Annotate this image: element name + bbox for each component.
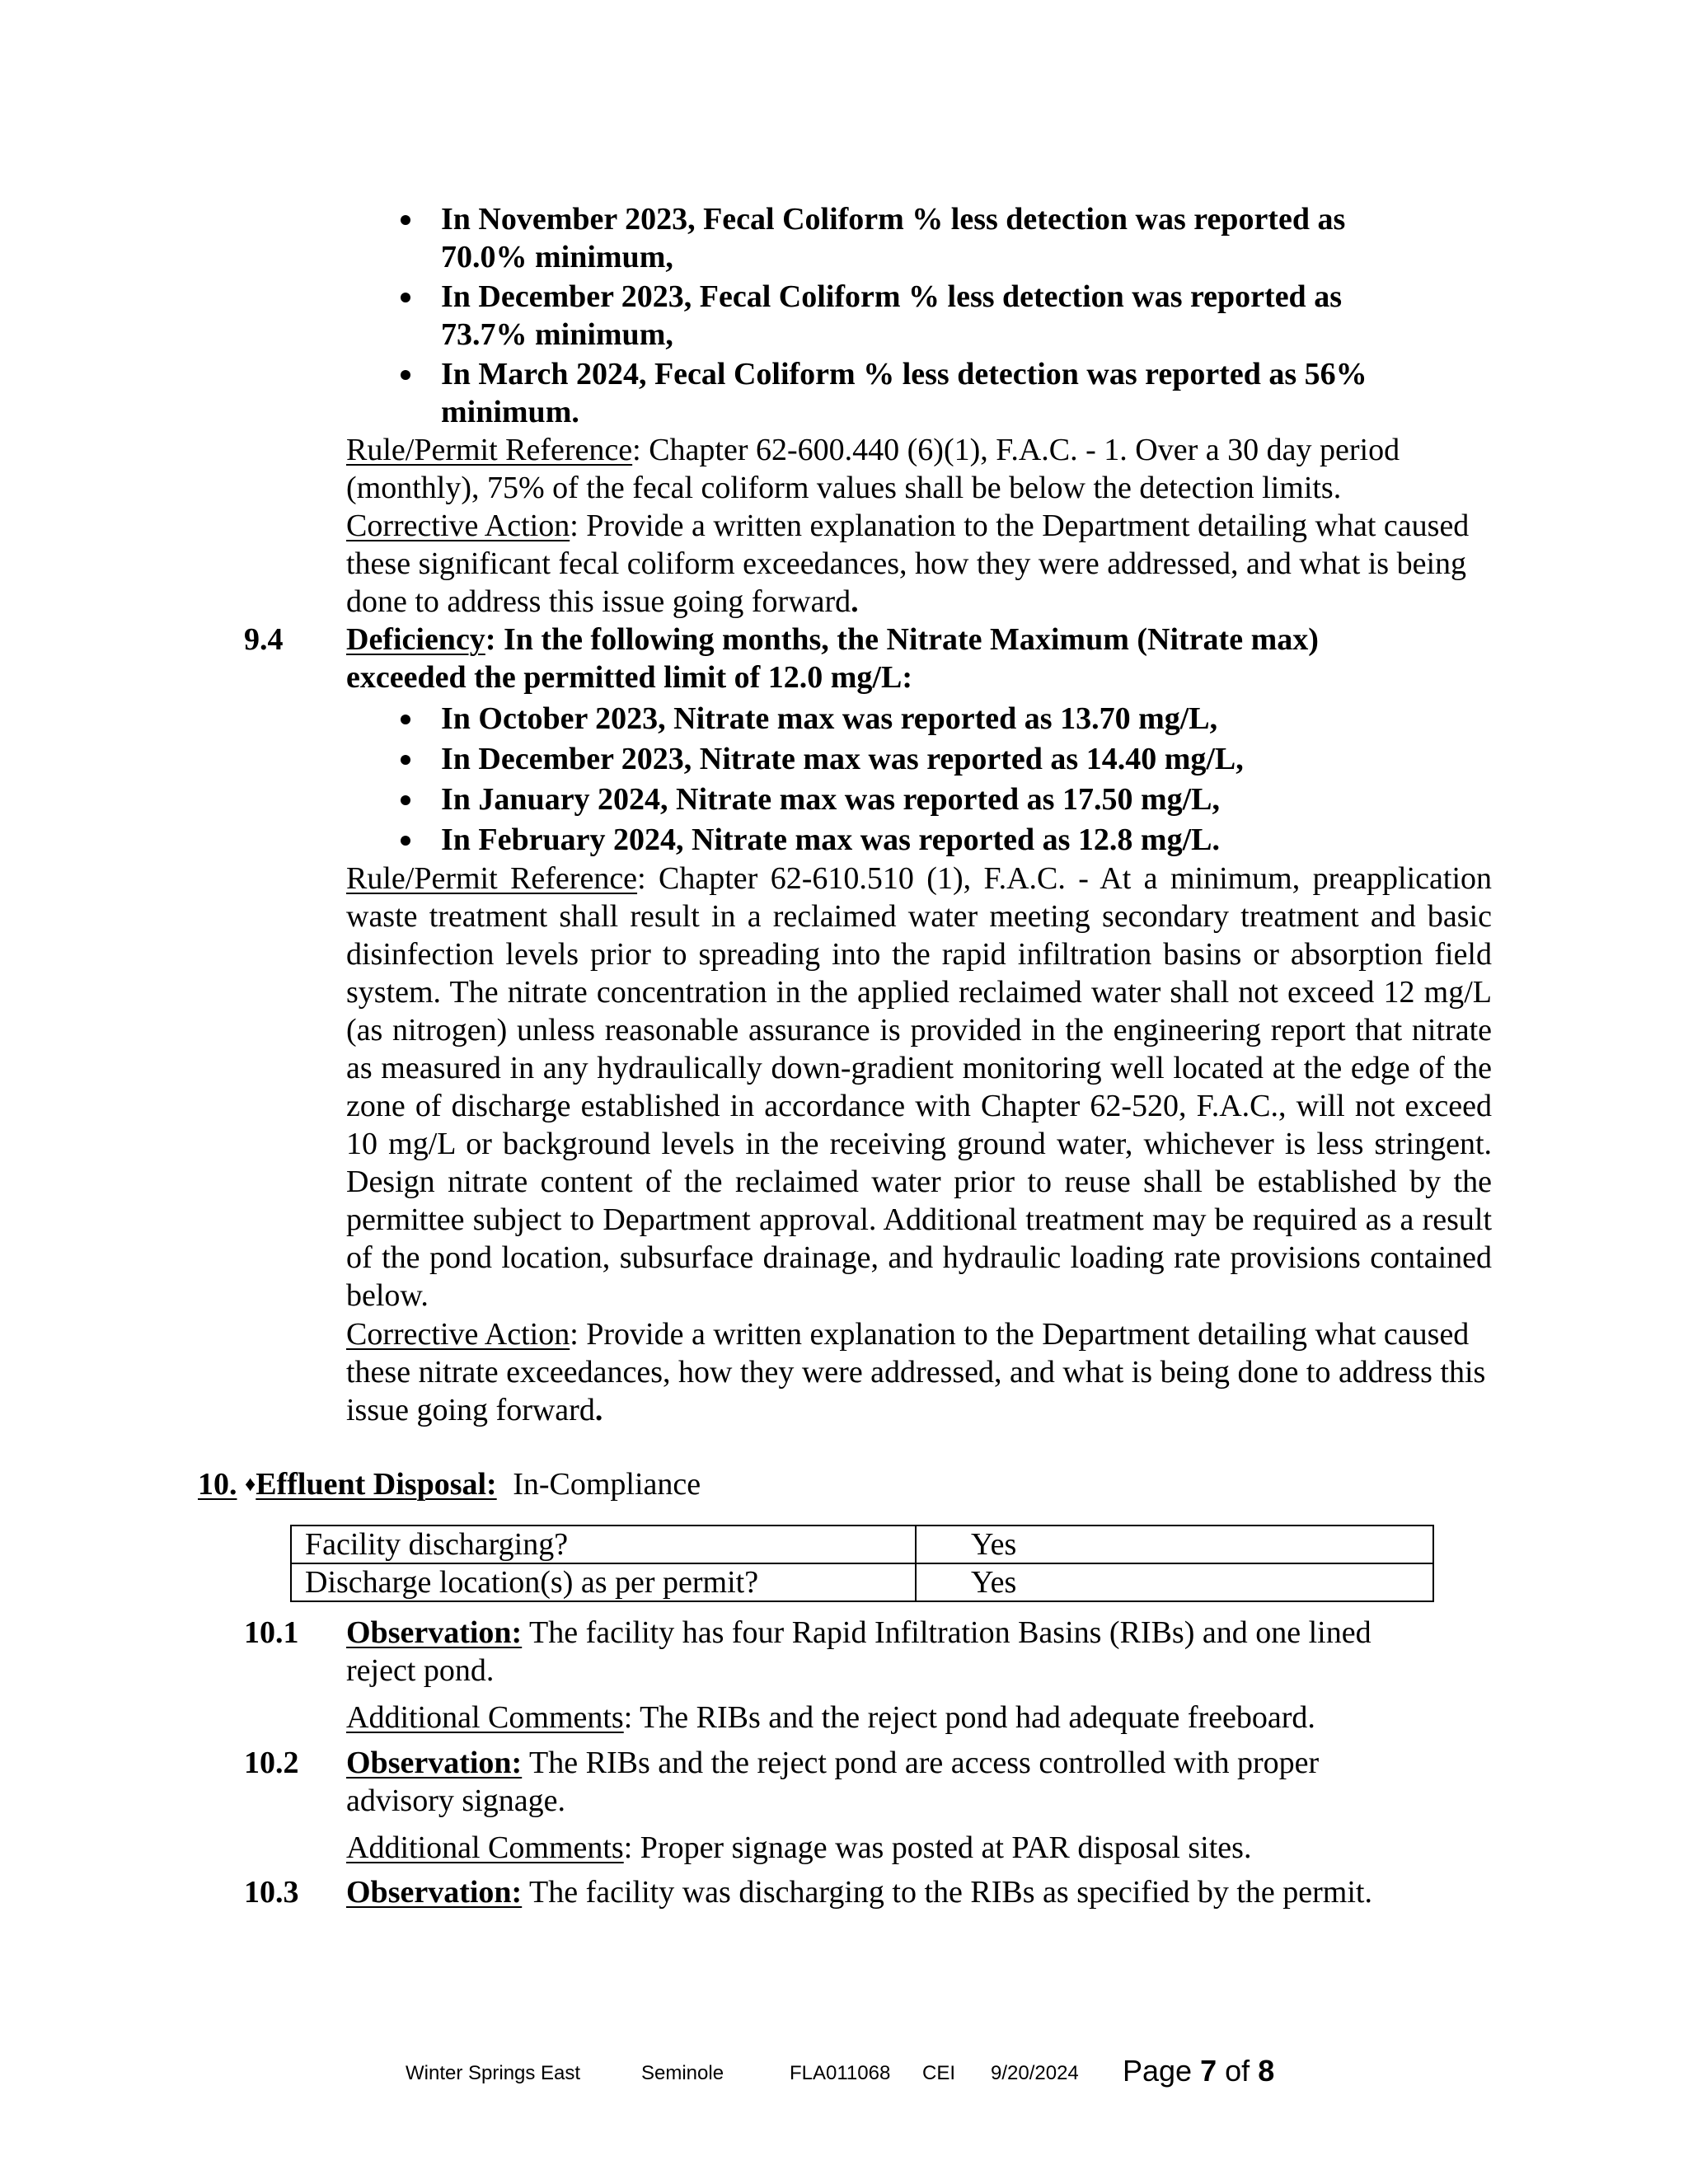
of-word: of	[1225, 2054, 1250, 2088]
table-row	[291, 1563, 1433, 1601]
fecal-bullet-2	[441, 278, 1342, 354]
bullet-line: In November 2023, Fecal Coliform % less detection was reported as	[441, 202, 1346, 237]
additional-comments-10-1	[346, 1699, 1484, 1736]
deficiency-text-line2: exceeded the permitted limit of 12.0 mg/L:	[346, 660, 912, 695]
disposal-table	[290, 1525, 1434, 1602]
observation-text: The facility was discharging to the RIBs as specified by the permit.	[522, 1875, 1372, 1910]
footer-county: Seminole	[641, 2062, 724, 2084]
additional-comments-label: Additional Comments	[346, 1700, 624, 1735]
table-cell-question: Facility discharging?	[291, 1526, 916, 1563]
section-number-10-1: 10.1	[244, 1615, 299, 1650]
additional-comments-10-2	[346, 1829, 1484, 1867]
observation-label: Observation:	[346, 1615, 523, 1650]
section-number-10-2: 10.2	[244, 1746, 299, 1780]
rule-reference-label: Rule/Permit Reference	[346, 433, 633, 467]
page-footer	[0, 2050, 1688, 2092]
page-total: 8	[1258, 2054, 1275, 2088]
corrective-action-period: .	[851, 584, 859, 619]
corrective-action-label: Corrective Action	[346, 509, 570, 543]
footer-facility: Winter Springs East	[406, 2062, 581, 2084]
bullet-dot	[401, 370, 410, 380]
table-cell-question: Discharge location(s) as per permit?	[291, 1563, 916, 1601]
deficiency-9-4	[346, 621, 1484, 696]
nitrate-bullet-3: In January 2024, Nitrate max was reported as 17.50 mg/L,	[441, 782, 1221, 817]
footer-inspection-type: CEI	[922, 2062, 956, 2084]
section-10-heading	[198, 1465, 701, 1507]
bullet-line: minimum.	[441, 395, 579, 429]
observation-10-3	[346, 1873, 1484, 1911]
observation-line	[346, 1744, 1484, 1782]
observation-10-2	[346, 1744, 1484, 1820]
bullet-dot	[401, 293, 410, 302]
observation-label: Observation:	[346, 1746, 523, 1780]
fecal-bullet-1	[441, 200, 1345, 276]
table-cell-answer: Yes	[916, 1563, 1433, 1601]
observation-label: Observation:	[346, 1875, 523, 1910]
bullet-dot	[401, 795, 410, 805]
corrective-action-period: .	[594, 1393, 603, 1427]
bullet-dot	[401, 215, 410, 225]
rule-reference-text: : Chapter 62-600.440 (6)(1), F.A.C. - 1. Over a 30 day period (monthly), 75% of the fecal coliform values shall be below the detection limits.	[346, 433, 1400, 505]
fecal-rule-reference	[346, 431, 1484, 507]
page-current: 7	[1200, 2054, 1217, 2088]
deficiency-line	[346, 621, 1484, 658]
table-row	[291, 1526, 1433, 1563]
corrective-action-text: : Provide a written explanation to the Department detailing what caused these significant fecal coliform exceedances, how they were addressed, and what is being done to address this issue going forward	[346, 509, 1470, 619]
observation-line	[346, 1614, 1484, 1652]
observation-text-line2: reject pond.	[346, 1653, 495, 1688]
nitrate-bullet-2: In December 2023, Nitrate max was reported as 14.40 mg/L,	[441, 742, 1244, 776]
corrective-action-label: Corrective Action	[346, 1317, 570, 1352]
nitrate-bullet-1: In October 2023, Nitrate max was reported as 13.70 mg/L,	[441, 701, 1218, 736]
footer-permit: FLA011068	[790, 2062, 891, 2084]
observation-10-1	[346, 1614, 1484, 1690]
section-title: Effluent Disposal:	[256, 1467, 497, 1502]
nitrate-bullet-4: In February 2024, Nitrate max was reported as 12.8 mg/L.	[441, 823, 1220, 857]
bullet-line: 70.0% minimum,	[441, 240, 673, 274]
deficiency-text: : In the following months, the Nitrate Maximum (Nitrate max)	[485, 622, 1319, 657]
compliance-status: In-Compliance	[513, 1467, 701, 1502]
additional-comments-text: : The RIBs and the reject pond had adequate freeboard.	[623, 1700, 1315, 1735]
additional-comments-text: : Proper signage was posted at PAR disposal sites.	[623, 1830, 1252, 1865]
observation-text-line2: advisory signage.	[346, 1783, 565, 1818]
additional-comments-label: Additional Comments	[346, 1830, 624, 1865]
bullet-dot	[401, 715, 410, 724]
bullet-line: 73.7% minimum,	[441, 317, 673, 352]
section-number-10-3: 10.3	[244, 1875, 299, 1910]
nitrate-corrective-action	[346, 1315, 1492, 1429]
bullet-dot	[401, 755, 410, 765]
observation-text: The facility has four Rapid Infiltration Basins (RIBs) and one lined	[522, 1615, 1372, 1650]
deficiency-label: Deficiency	[346, 622, 485, 657]
bullet-dot	[401, 836, 410, 846]
page-word: Page	[1123, 2054, 1193, 2088]
bullet-line: In December 2023, Fecal Coliform % less detection was reported as	[441, 279, 1342, 314]
bullet-line: In March 2024, Fecal Coliform % less detection was reported as 56%	[441, 357, 1367, 391]
observation-text: The RIBs and the reject pond are access controlled with proper	[522, 1746, 1320, 1780]
footer-date: 9/20/2024	[991, 2062, 1079, 2084]
section-number-10: 10.	[198, 1467, 237, 1502]
rule-reference-label: Rule/Permit Reference	[346, 861, 638, 896]
rule-reference-text: : Chapter 62-610.510 (1), F.A.C. - At a minimum, preapplication waste treatment shall result in a reclaimed water meeting secondary treatment and basic disinfection levels prior to spreading into the rapid infiltration basins or absorption field system. The nitrate concentration in the applied reclaimed water shall not exceed 12 mg/L (as nitrogen) unless reasonable assurance is provided in the engineering report that nitrate as measured in any hydraulically down-gradient monitoring well located at the edge of the zone of discharge established in accordance with Chapter 62-520, F.A.C., will not exceed 10 mg/L or background levels in the receiving ground water, whichever is less stringent. Design nitrate content of the reclaimed water prior to reuse shall be established by the permittee subject to Department approval. Additional treatment may be required as a result of the pond location, subsurface drainage, and hydraulic loading rate provisions contained below.	[346, 861, 1492, 1313]
section-number-9-4: 9.4	[244, 622, 284, 657]
corrective-action-text: : Provide a written explanation to the Department detailing what caused these nitrate exceedances, how they were addressed, and what is being done to address this issue going forward	[346, 1317, 1486, 1427]
nitrate-rule-reference	[346, 860, 1492, 1315]
fecal-bullet-3	[441, 355, 1367, 431]
table-cell-answer: Yes	[916, 1526, 1433, 1563]
diamond-icon: ♦	[245, 1472, 256, 1496]
footer-page-number	[1123, 2054, 1274, 2088]
fecal-corrective-action	[346, 507, 1484, 621]
